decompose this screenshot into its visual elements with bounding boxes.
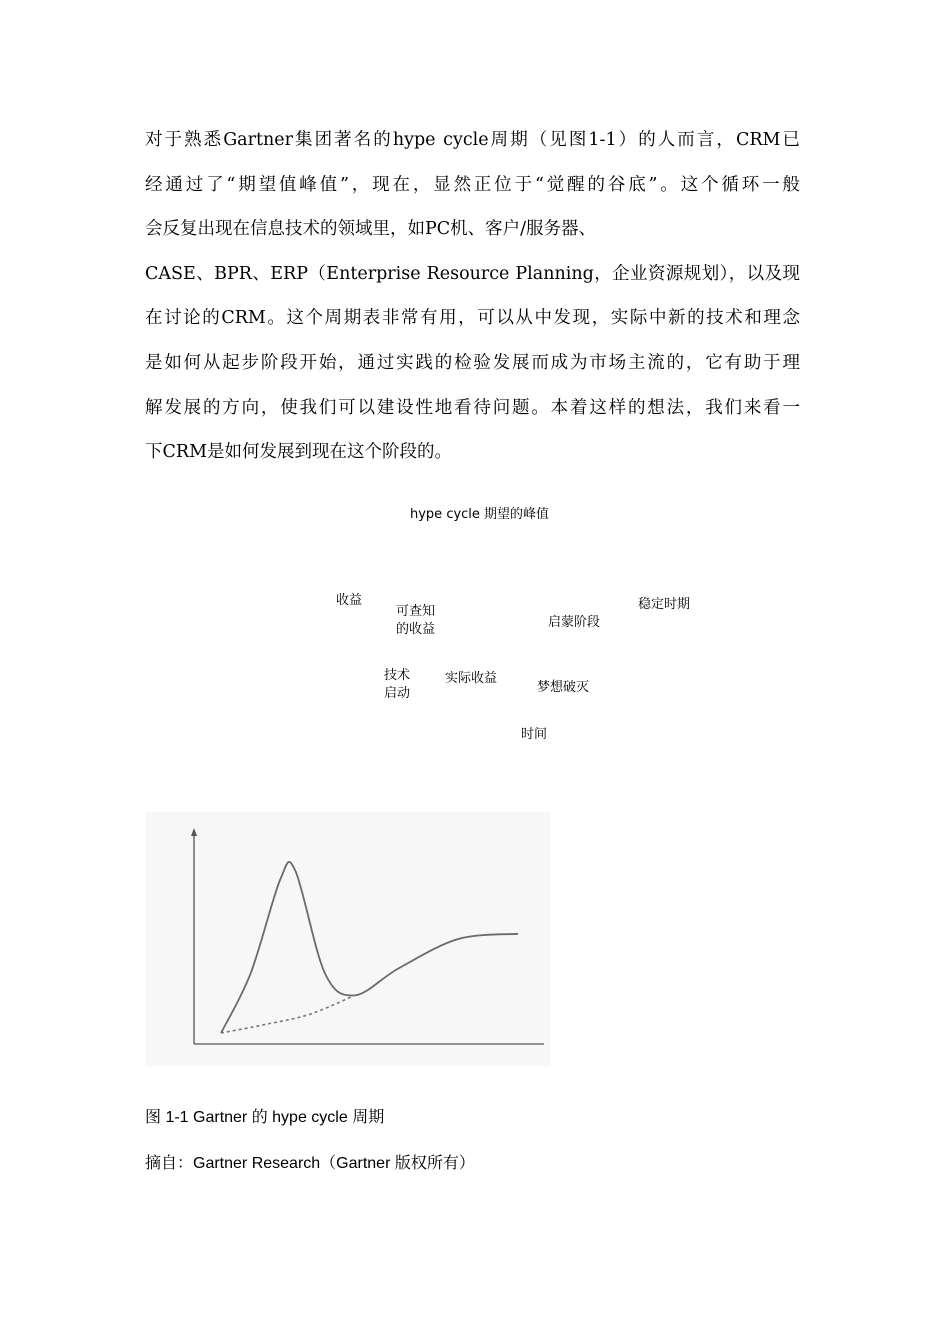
paragraph-line: 是如何从起步阶段开始，通过实践的检验发展而成为市场主流的，它有助于理 — [145, 352, 800, 373]
label-perceived-benefit — [396, 603, 435, 639]
paragraph-line: 对于熟悉Gartner集团著名的hype cycle周期（见图1-1）的人而言，CRM已 — [145, 130, 800, 150]
intro-paragraph — [145, 118, 800, 475]
hype-cycle-chart — [146, 812, 550, 1066]
label-enlightenment: 启蒙阶段 — [548, 615, 601, 630]
label-plateau: 稳定时期 — [638, 597, 691, 612]
paragraph-line: CASE、BPR、ERP（Enterprise Resource Planning，企业资源规划），以及现 — [145, 263, 800, 284]
label-disillusionment: 梦想破灭 — [537, 680, 590, 695]
label-perceived-benefit-line: 的收益 — [396, 622, 436, 637]
label-tech-trigger-line: 启动 — [384, 686, 411, 701]
figure-title: hype cycle 期望的峰值 — [410, 507, 550, 522]
label-perceived-benefit-line: 可查知 — [396, 604, 436, 619]
paragraph-line: 下CRM是如何发展到现在这个阶段的。 — [145, 442, 452, 463]
paragraph-line: 经通过了“期望值峰值”，现在，显然正位于“觉醒的谷底”。这个循环一般 — [145, 174, 800, 195]
label-benefit: 收益 — [336, 593, 363, 608]
paragraph-line: 解发展的方向，使我们可以建设性地看待问题。本着这样的想法，我们来看一 — [145, 397, 800, 418]
figure-source: 摘自：Gartner Research（Gartner 版权所有） — [145, 1155, 475, 1172]
paragraph-line: 在讨论的CRM。这个周期表非常有用，可以从中发现，实际中新的技术和理念 — [145, 308, 800, 329]
paragraph-line: 会反复出现在信息技术的领域里，如PC机、客户/服务器、 — [145, 219, 597, 240]
label-tech-trigger-line: 技术 — [384, 668, 411, 683]
label-actual-benefit: 实际收益 — [445, 671, 498, 686]
label-time: 时间 — [521, 727, 548, 742]
chart-background — [146, 812, 550, 1066]
label-tech-trigger — [384, 667, 410, 703]
figure-caption: 图 1-1 Gartner 的 hype cycle 周期 — [145, 1109, 385, 1126]
